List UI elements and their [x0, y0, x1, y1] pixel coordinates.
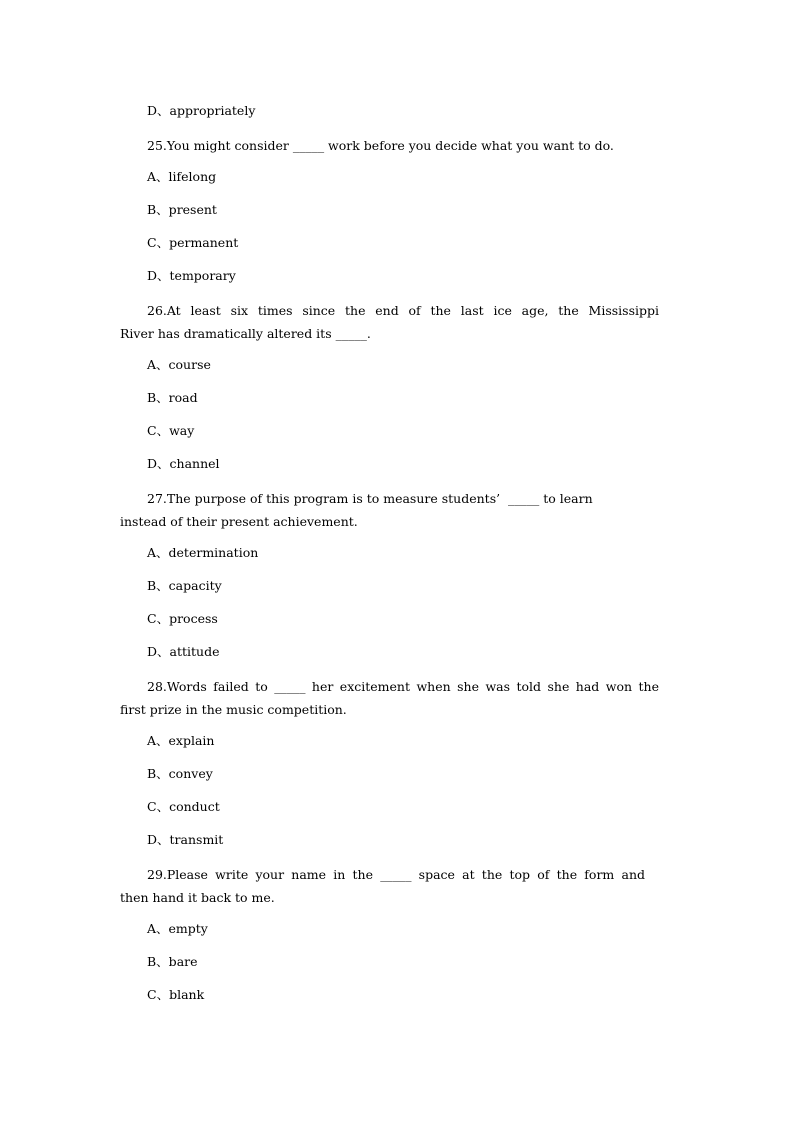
question-25-option-d: D、temporary — [147, 268, 236, 283]
question-29-text-line2: then hand it back to me. — [120, 890, 275, 905]
question-25-option-b: B、present — [147, 202, 217, 217]
question-25-option-a: A、lifelong — [147, 169, 217, 184]
question-28-option-d: D、transmit — [147, 832, 224, 847]
question-27-text-line2: instead of their present achievement. — [120, 514, 358, 529]
question-29-option-c: C、blank — [147, 987, 205, 1002]
question-27-option-c: C、process — [147, 611, 218, 626]
question-26-text-line2: River has dramatically altered its _____. — [120, 326, 371, 341]
question-26-option-d: D、channel — [147, 456, 220, 471]
question-26-text-line1: 26.At least six times since the end of the last ice age, the Mississippi — [147, 303, 659, 318]
question-25-option-c: C、permanent — [147, 235, 239, 250]
question-28-option-a: A、explain — [147, 733, 215, 748]
question-26-option-b: B、road — [147, 390, 198, 405]
question-26-option-c: C、way — [147, 423, 195, 438]
question-25-text: 25.You might consider _____ work before you decide what you want to do. — [147, 138, 614, 153]
question-26-option-a: A、course — [147, 357, 211, 372]
question-29-option-b: B、bare — [147, 954, 198, 969]
option-d-previous: D、appropriately — [147, 103, 256, 118]
question-27-option-a: A、determination — [147, 545, 259, 560]
question-28-text-line1: 28.Words failed to _____ her excitement when she was told she had won the — [147, 679, 659, 694]
question-28-option-b: B、convey — [147, 766, 213, 781]
question-29-option-a: A、empty — [147, 921, 208, 936]
question-27-option-d: D、attitude — [147, 644, 220, 659]
question-28-text-line2: first prize in the music competition. — [120, 702, 347, 717]
question-27-option-b: B、capacity — [147, 578, 222, 593]
question-29-text-line1: 29.Please write your name in the _____ space at the top of the form and — [147, 867, 645, 882]
question-28-option-c: C、conduct — [147, 799, 220, 814]
question-27-text-line1: 27.The purpose of this program is to measure students’ _____ to learn — [147, 491, 593, 506]
